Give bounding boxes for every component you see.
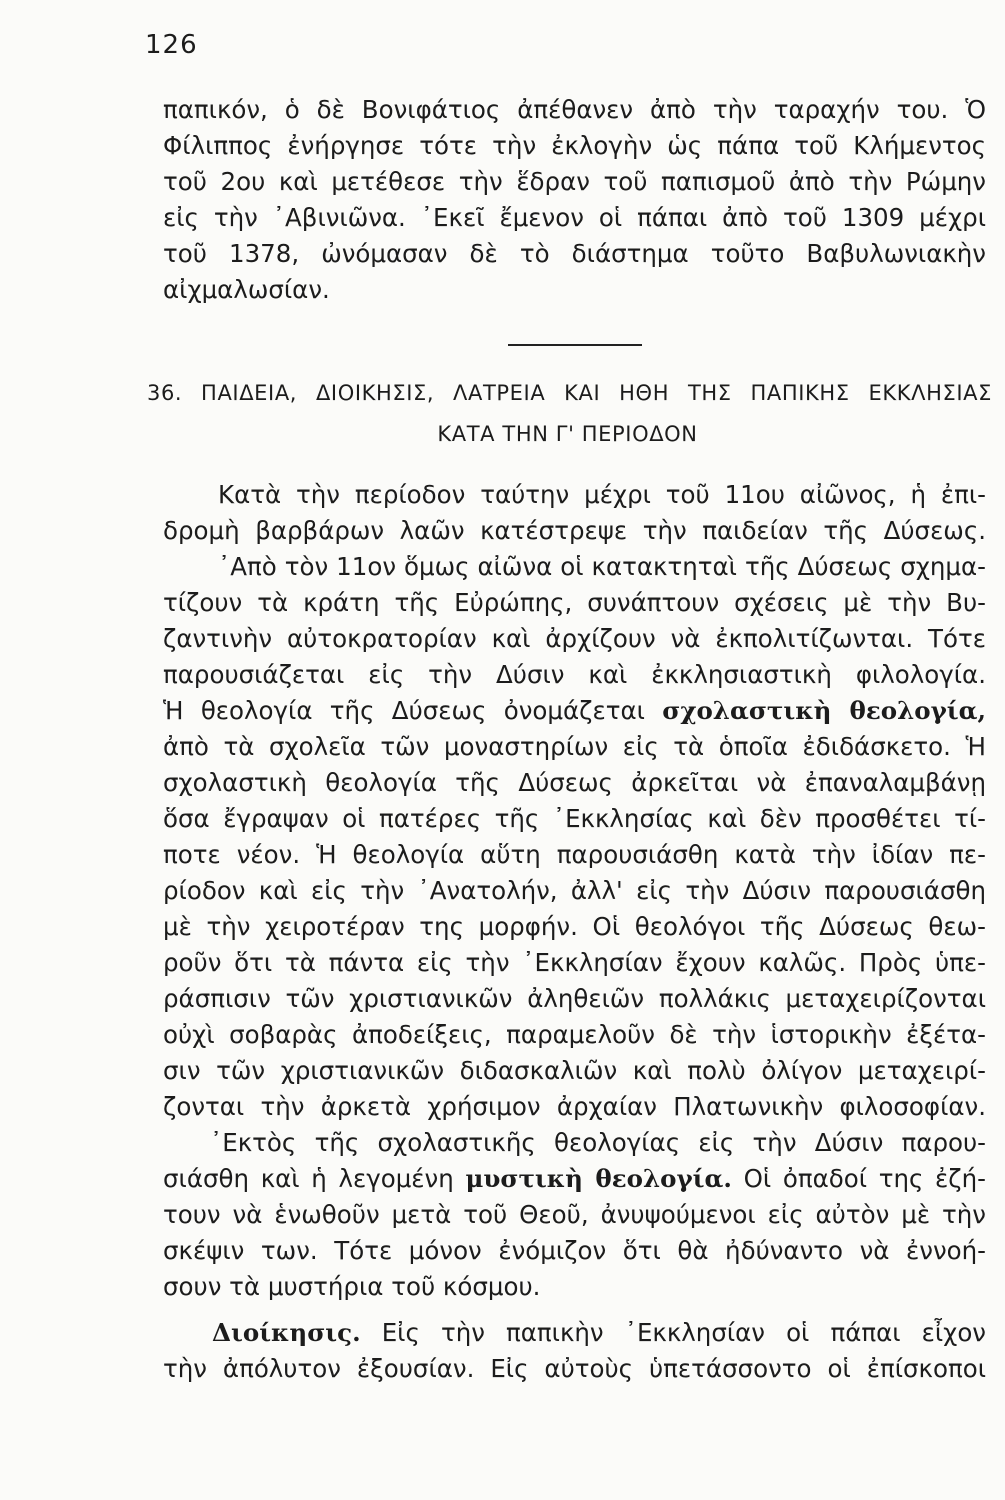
- text-line: ζονται τὴν ἀρκετὰ χρήσιμον ἀρχαίαν Πλατωνικὴν φιλοσοφίαν.: [163, 1092, 986, 1121]
- text-line: παρουσιάζεται εἰς τὴν Δύσιν καὶ ἐκκλησιαστικὴ φιλολογία.: [163, 660, 986, 689]
- section-divider: [508, 344, 642, 346]
- text-line: ράσπισιν τῶν χριστιανικῶν ἀληθειῶν πολλάκις μεταχειρίζονται: [163, 984, 986, 1013]
- text-line: ροῦν ὅτι τὰ πάντα εἰς τὴν ᾿Εκκλησίαν ἔχουν καλῶς. Πρὸς ὑπε-: [163, 948, 986, 977]
- text-line: Φίλιππος ἐνήργησε τότε τὴν ἐκλογὴν ὡς πάπα τοῦ Κλήμεντος: [163, 131, 986, 160]
- text-run: σιάσθη καὶ ἡ λεγομένη: [163, 1164, 466, 1193]
- text-line: σιν τῶν χριστιανικῶν διδασκαλιῶν καὶ πολὺ ὀλίγον μεταχειρί-: [163, 1056, 986, 1085]
- section-subheading: ΚΑΤΑ ΤΗΝ Γ' ΠΕΡΙΟΔΟΝ: [437, 422, 698, 446]
- text-line: τοῦ 2ου καὶ μετέθεσε τὴν ἕδραν τοῦ παπισμοῦ ἀπὸ τὴν Ρώμην: [163, 167, 986, 196]
- text-line: οὐχὶ σοβαρὰς ἀποδείξεις, παραμελοῦν δὲ τὴν ἱστορικὴν ἐξέτα-: [163, 1020, 986, 1049]
- bold-term: Διοίκησις.: [212, 1318, 361, 1347]
- text-line: εἰς τὴν ᾿Αβινιῶνα. ᾿Εκεῖ ἔμενον οἱ πάπαι ἀπὸ τοῦ 1309 μέχρι: [163, 203, 986, 232]
- text-line: ζαντινὴν αὐτοκρατορίαν καὶ ἀρχίζουν νὰ ἐκπολιτίζωνται. Τότε: [163, 624, 986, 653]
- page-number: 126: [145, 30, 198, 60]
- text-line: παπικόν, ὁ δὲ Βονιφάτιος ἀπέθανεν ἀπὸ τὴν ταραχήν του. Ὁ: [163, 95, 986, 124]
- text-line: ρίοδον καὶ εἰς τὴν ᾿Ανατολήν, ἀλλ' εἰς τὴν Δύσιν παρουσιάσθη: [163, 876, 986, 905]
- text-line: αἰχμαλωσίαν.: [163, 275, 330, 304]
- text-line: τίζουν τὰ κράτη τῆς Εὐρώπης, συνάπτουν σχέσεις μὲ τὴν Βυ-: [163, 588, 986, 617]
- text-line: δρομὴ βαρβάρων λαῶν κατέστρεψε τὴν παιδείαν τῆς Δύσεως.: [163, 516, 986, 545]
- text-line: [163, 694, 986, 728]
- text-line: ποτε νέον. Ἡ θεολογία αὕτη παρουσιάσθη κατὰ τὴν ἰδίαν πε-: [163, 840, 986, 869]
- text-line: σκέψιν των. Τότε μόνον ἐνόμιζον ὅτι θὰ ἠδύναντο νὰ ἐννοή-: [163, 1236, 986, 1265]
- text-line: μὲ τὴν χειροτέραν της μορφήν. Οἱ θεολόγοι τῆς Δύσεως θεω-: [163, 912, 986, 941]
- bold-term: μυστικὴ θεολογία.: [465, 1164, 732, 1193]
- text-line: σχολαστικὴ θεολογία τῆς Δύσεως ἀρκεῖται νὰ ἐπαναλαμβάνῃ: [163, 768, 986, 797]
- text-run: Ἡ θεολογία τῆς Δύσεως ὀνομάζεται: [163, 696, 663, 725]
- text-line: ᾿Απὸ τὸν 11ον ὅμως αἰῶνα οἱ κατακτηταὶ τῆς Δύσεως σχημα-: [218, 552, 986, 581]
- section-heading: 36. ΠΑΙΔΕΙΑ, ΔΙΟΙΚΗΣΙΣ, ΛΑΤΡΕΙΑ ΚΑΙ ΗΘΗ ΤΗΣ ΠΑΠΙΚΗΣ ΕΚΚΛΗΣΙΑΣ: [147, 381, 992, 405]
- text-line: τὴν ἀπόλυτον ἐξουσίαν. Εἰς αὐτοὺς ὑπετάσσοντο οἱ ἐπίσκοποι: [163, 1354, 986, 1383]
- text-line: ἀπὸ τὰ σχολεῖα τῶν μοναστηρίων εἰς τὰ ὁποῖα ἐδιδάσκετο. Ἡ: [163, 732, 986, 761]
- text-line: σουν τὰ μυστήρια τοῦ κόσμου.: [163, 1272, 541, 1301]
- text-run: Εἰς τὴν παπικὴν ᾿Εκκλησίαν οἱ πάπαι εἶχον: [360, 1318, 986, 1347]
- text-line: ᾿Εκτὸς τῆς σχολαστικῆς θεολογίας εἰς τὴν Δύσιν παρου-: [210, 1128, 986, 1157]
- bold-term: σχολαστικὴ θεολογία,: [662, 696, 986, 725]
- text-line: ὅσα ἔγραψαν οἱ πατέρες τῆς ᾿Εκκλησίας καὶ δὲν προσθέτει τί-: [163, 804, 986, 833]
- text-line: τοῦ 1378, ὠνόμασαν δὲ τὸ διάστημα τοῦτο Βαβυλωνιακὴν: [163, 239, 986, 268]
- text-line: [163, 1162, 986, 1196]
- text-line: Κατὰ τὴν περίοδον ταύτην μέχρι τοῦ 11ου αἰῶνος, ἡ ἐπι-: [218, 480, 986, 509]
- text-line: τουν νὰ ἑνωθοῦν μετὰ τοῦ Θεοῦ, ἀνυψούμενοι εἰς αὐτὸν μὲ τὴν: [163, 1200, 986, 1229]
- text-line: [212, 1316, 986, 1350]
- text-run: Οἱ ὀπαδοί της ἐζή-: [731, 1164, 986, 1193]
